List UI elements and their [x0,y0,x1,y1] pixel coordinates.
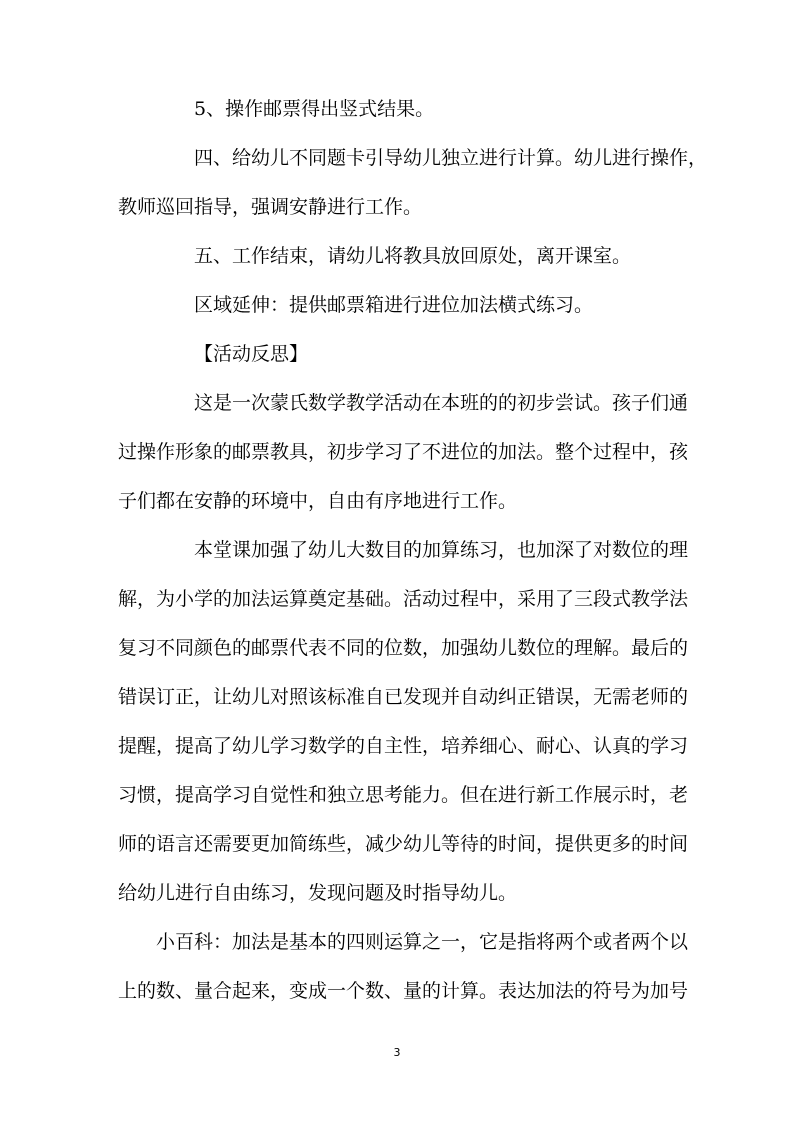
encyclopedia-paragraph-line-1: 小百科：加法是基本的四则运算之一，它是指将两个或者两个以 [156,931,689,953]
page-number: 3 [393,1046,401,1059]
section-heading-reflection: 【活动反思】 [194,343,309,365]
reflection-paragraph-2-line-4: 错误订正，让幼儿对照该标准自已发现并自动纠正错误，无需老师的 [118,686,689,708]
reflection-paragraph-2-line-6: 习惯，提高学习自觉性和独立思考能力。但在进行新工作展示时，老 [118,784,689,806]
reflection-paragraph-2-line-5: 提醒，提高了幼儿学习数学的自主性，培养细心、耐心、认真的学习 [118,735,689,757]
reflection-paragraph-2-line-7: 师的语言还需要更加简练些，减少幼儿等待的时间，提供更多的时间 [118,833,689,855]
paragraph-step-4-line-2: 教师巡回指导，强调安静进行工作。 [118,196,423,218]
paragraph-extension: 区域延伸：提供邮票箱进行进位加法横式练习。 [194,294,594,316]
reflection-paragraph-2-line-2: 解，为小学的加法运算奠定基础。活动过程中，采用了三段式教学法 [118,588,689,610]
reflection-paragraph-1-line-3: 子们都在安静的环境中，自由有序地进行工作。 [118,490,518,512]
reflection-paragraph-1-line-2: 过操作形象的邮票教具，初步学习了不进位的加法。整个过程中，孩 [118,441,689,463]
reflection-paragraph-1-line-1: 这是一次蒙氏数学教学活动在本班的的初步尝试。孩子们通 [194,392,689,414]
reflection-paragraph-2-line-3: 复习不同颜色的邮票代表不同的位数，加强幼儿数位的理解。最后的 [118,637,689,659]
encyclopedia-paragraph-line-2: 上的数、量合起来，变成一个数、量的计算。表达加法的符号为加号 [118,980,689,1002]
paragraph-step-5-end: 五、工作结束，请幼儿将教具放回原处，离开课室。 [194,245,632,267]
reflection-paragraph-2-line-1: 本堂课加强了幼儿大数目的加算练习，也加深了对数位的理 [194,539,689,561]
paragraph-step-4-line-1: 四、给幼儿不同题卡引导幼儿独立进行计算。幼儿进行操作， [194,147,708,169]
reflection-paragraph-2-line-8: 给幼儿进行自由练习，发现问题及时指导幼儿。 [118,882,518,904]
paragraph-step-5: 5、操作邮票得出竖式结果。 [194,98,435,120]
